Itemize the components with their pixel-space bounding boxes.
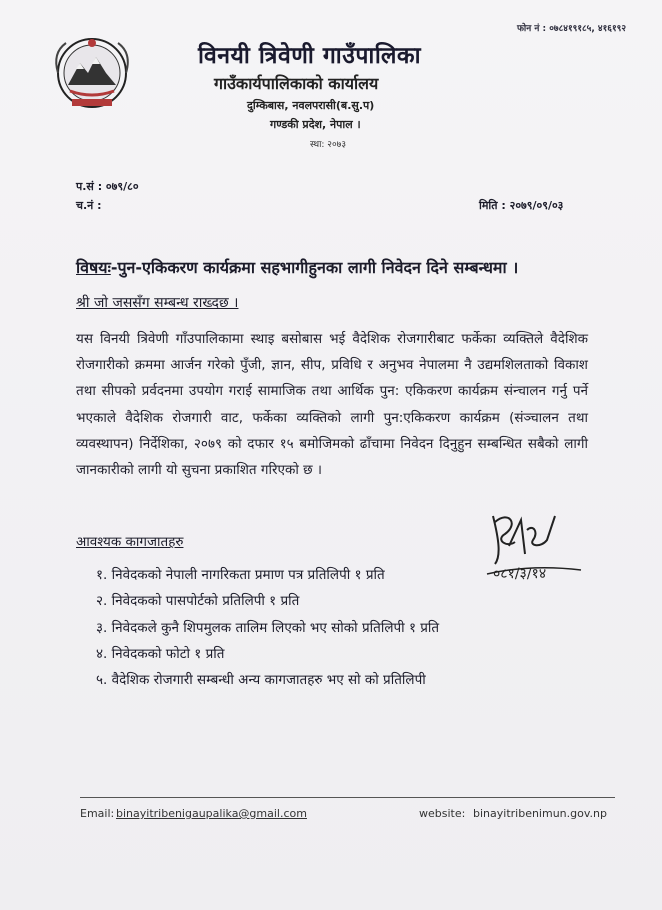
list-item: १. निवेदकको नेपाली नागरिकता प्रमाण पत्र प्रतिलिपी १ प्रति — [96, 567, 385, 583]
website-link[interactable]: binayitribenimun.gov.np — [473, 807, 607, 820]
letter-date: मिति : २०७९/०९/०३ — [479, 199, 564, 212]
salutation: श्री जो जससँग सम्बन्ध राख्दछ । — [76, 295, 239, 311]
nepal-emblem-icon — [50, 33, 134, 111]
office-subtitle: गाउँकार्यपालिकाको कार्यालय — [214, 74, 379, 93]
municipality-title: विनयी त्रिवेणी गाउँपालिका — [198, 43, 422, 69]
signature-icon — [481, 500, 591, 580]
email-label: Email: — [80, 807, 115, 820]
documents-heading: आवश्यक कागजातहरु — [76, 534, 184, 550]
list-item: ४. निवेदकको फोटो १ प्रति — [96, 645, 225, 662]
subject-line — [76, 256, 518, 278]
email-link[interactable]: binayitribenigaupalika@gmail.com — [116, 807, 307, 820]
subject-text: -पुन-एकिकरण कार्यक्रमा सहभागीहुनका लागी निवेदन दिने सम्बन्धमा । — [110, 258, 519, 277]
subject-label: विषयः — [76, 258, 111, 277]
documents-list — [96, 565, 439, 696]
footer-divider — [80, 797, 615, 798]
office-address: दुम्किबास, नवलपरासी(ब.सु.प) — [247, 99, 375, 112]
reference-number: प.सं : ०७९/८० — [76, 180, 139, 193]
office-province: गण्डकी प्रदेश, नेपाल । — [270, 118, 361, 131]
list-item: ५. वैदेशिक रोजगारी सम्बन्धी अन्य कागजातहरु भए सो को प्रतिलिपी — [96, 672, 426, 689]
website-label: website: — [419, 807, 466, 820]
signature-note: ०८१/३/१४ — [493, 566, 547, 580]
list-item: २. निवेदकको पासपोर्टको प्रतिलिपी १ प्रति — [96, 593, 300, 610]
body-paragraph: यस विनयी त्रिवेणी गाँउपालिकामा स्थाइ बसोबास भई वैदेशिक रोजगारीबाट फर्केका व्यक्तिले वैदेशिक रोजगारीको क्रममा आर्जन गरेको पुँजी, ज्ञान, सीप, प्रविधि र अनुभव नेपालमा नै उद्यमशिलताको विकाश तथा सीपको प्रर्वदनमा उपयोग गराई सामाजिक तथा आर्थिक पुन: एकिकरण कार्यक्रम संन्चालन गर्नु पर्ने भएकाले वैदेशिक रोजगारी वाट, फर्केका व्यक्तिको लागी पुन:एकिकरण कार्यक्रम (संञ्चालन तथा व्यवस्थापन) निर्देशिका, २०७९ को दफार १५ बमोजिमको ढाँचामा निवेदन दिनुहुन सम्बन्धित सबैको लागी जानकारीको लागी यो सुचना प्रकाशित गरिएको छ । — [76, 331, 588, 479]
phone-number: फोन नं : ०७८४१९१८५, ४१६१९२ — [516, 24, 626, 34]
dispatch-number: च.नं : — [76, 199, 102, 212]
list-item: ३. निवेदकले कुनै शिपमुलक तालिम लिएको भए सोको प्रतिलिपी १ प्रति — [96, 619, 440, 636]
established-year: स्था: २०७३ — [310, 140, 347, 150]
